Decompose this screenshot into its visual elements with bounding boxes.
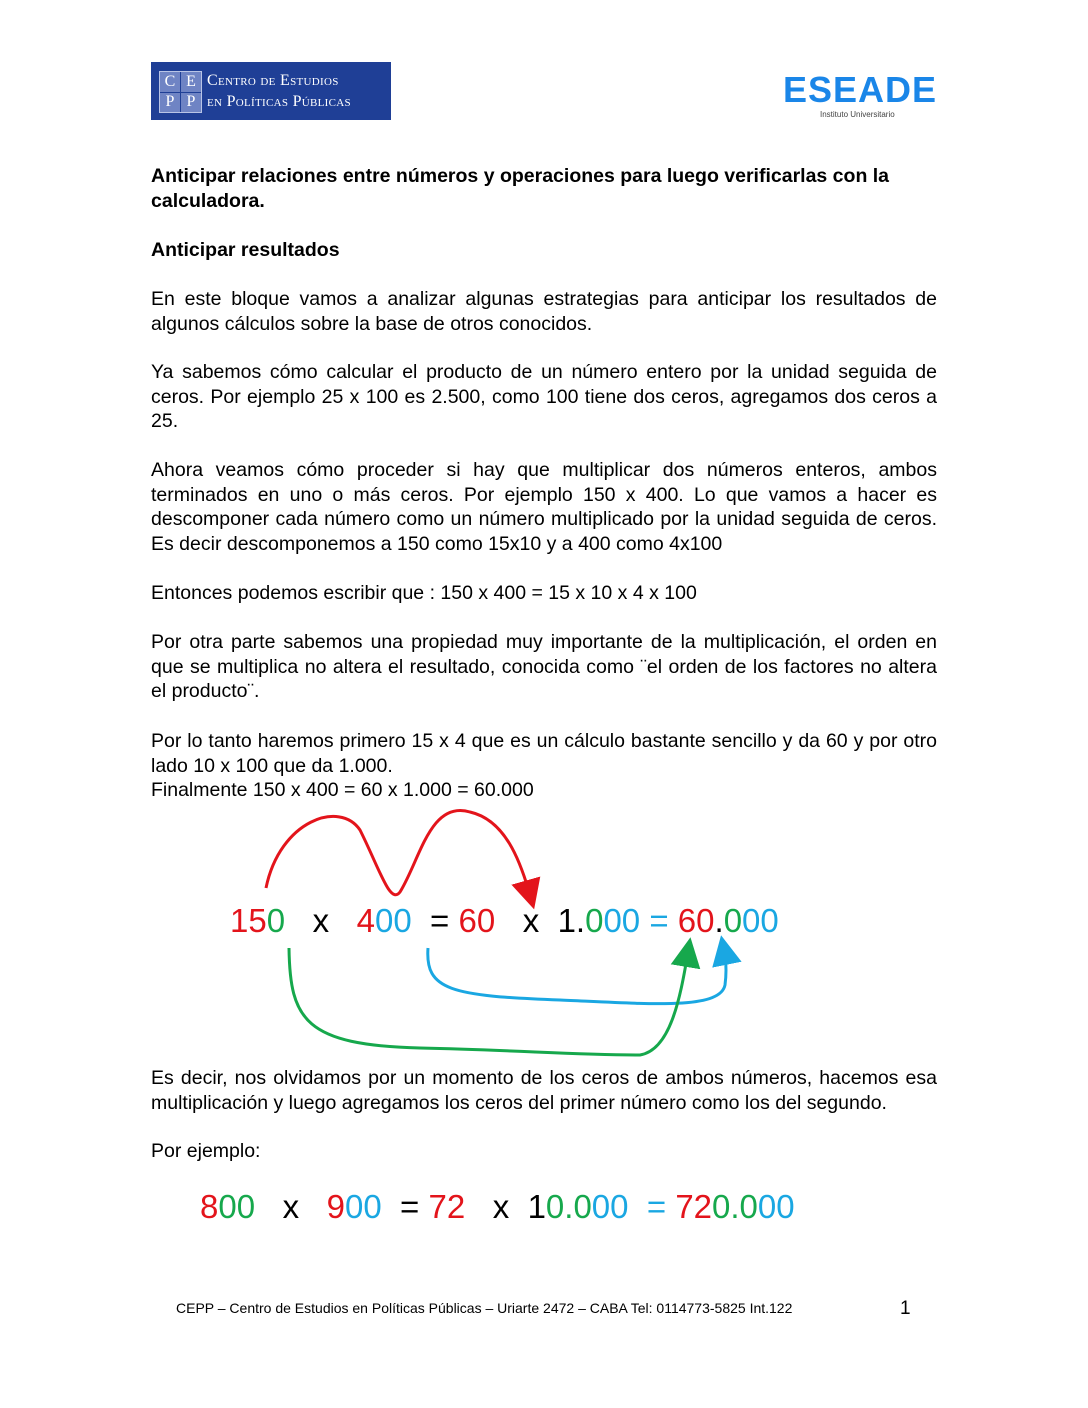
cepp-logo-line1: Centro de Estudios xyxy=(207,72,339,89)
paragraph: Por ejemplo: xyxy=(151,1140,261,1162)
eq2-result-green-zeros: 0.0 xyxy=(712,1188,758,1225)
eq2-times-2: x xyxy=(492,1188,510,1225)
eq1-result-dot: . xyxy=(714,902,724,939)
eq1-factor-b-zeros: 00 xyxy=(374,902,412,939)
cepp-logo-line2: en Políticas Públicas xyxy=(207,93,351,110)
eq1-power-blue-zeros: 00 xyxy=(603,902,641,939)
eq2-power-green-zeros: 0.0 xyxy=(545,1188,592,1225)
cepp-letter: C xyxy=(160,72,180,92)
eq1-times: x xyxy=(312,902,330,939)
cepp-letter: P xyxy=(181,93,201,113)
eq1-product: 60 xyxy=(458,902,496,939)
eq2-equals: = xyxy=(400,1188,420,1225)
paragraph: Es decir, nos olvidamos por un momento de los ceros de ambos números, hacemos esa multiplicación y luego agregamos los ceros del primer número como los del segundo. xyxy=(151,1067,937,1114)
eq1-equals-2: = xyxy=(649,902,669,939)
eq2-factor-a-significant: 8 xyxy=(200,1188,219,1225)
equation-example-1 xyxy=(230,901,779,941)
paragraph: Por otra parte sabemos una propiedad muy importante de la multiplicación, el orden en que se multiplica no altera el resultado, conocida como ¨el orden de los factores no altera el producto¨. xyxy=(151,631,937,702)
eq1-factor-b-significant: 4 xyxy=(356,902,375,939)
eq2-power-blue-zeros: 00 xyxy=(591,1188,629,1225)
section-heading: Anticipar resultados xyxy=(151,239,340,261)
eq2-equals-2: = xyxy=(646,1188,667,1225)
eq2-result-blue-zeros: 00 xyxy=(757,1188,795,1225)
eq2-product: 72 xyxy=(428,1188,466,1225)
eq1-times-2: x xyxy=(522,902,540,939)
eq1-power-green-zeros: 0 xyxy=(585,902,604,939)
eq1-equals: = xyxy=(430,902,450,939)
paragraph: Entonces podemos escribir que : 150 x 400 = 15 x 10 x 4 x 100 xyxy=(151,582,697,604)
document-title: Anticipar relaciones entre números y operaciones para luego verificarlas con la calculadora. xyxy=(151,165,890,212)
red-arrow xyxy=(266,810,530,895)
eq1-result-blue-zeros: 00 xyxy=(742,902,779,939)
equation-example-2 xyxy=(200,1187,795,1227)
paragraph: Ahora veamos cómo proceder si hay que multiplicar dos números enteros, ambos terminados en uno o más ceros. Por ejemplo 150 x 400. Lo que vamos a hacer es descomponer cada número como un número multiplicado por la unidad seguida de ceros. Es decir descomponemos a 150 como 15x10 y a 400 como 4x100 xyxy=(151,459,937,555)
eq2-factor-a-zeros: 00 xyxy=(218,1188,256,1225)
paragraph: En este bloque vamos a analizar algunas estrategias para anticipar los resultados de algunos cálculos sobre la base de otros conocidos. xyxy=(151,288,937,335)
eq1-factor-a-significant: 15 xyxy=(230,902,267,939)
page-number: 1 xyxy=(900,1298,911,1319)
eq2-power-one: 1 xyxy=(527,1188,546,1225)
cepp-letter: P xyxy=(160,93,180,113)
eq1-power-one: 1. xyxy=(557,902,586,939)
eq1-factor-a-zeros: 0 xyxy=(266,902,286,939)
paragraph: Ya sabemos cómo calcular el producto de un número entero por la unidad seguida de ceros. Por ejemplo 25 x 100 es 2.500, como 100 tiene dos ceros, agregamos dos ceros a 25. xyxy=(151,361,937,432)
eq2-factor-b-zeros: 00 xyxy=(344,1188,382,1225)
eseade-logo-subtitle: Instituto Universitario xyxy=(820,110,895,119)
eq2-result-significant: 72 xyxy=(675,1188,713,1225)
paragraph: Por lo tanto haremos primero 15 x 4 que es un cálculo bastante sencillo y da 60 y por otro lado 10 x 100 que da 1.000. xyxy=(151,730,937,777)
eq2-times: x xyxy=(282,1188,300,1225)
eq1-result-significant: 60 xyxy=(677,902,715,939)
blue-arrow xyxy=(428,948,726,1004)
eseade-logo-name: ESEADE xyxy=(782,69,938,110)
eq2-factor-b-significant: 9 xyxy=(326,1188,345,1225)
cepp-letter: E xyxy=(181,72,201,92)
page-footer: CEPP – Centro de Estudios en Políticas Públicas – Uriarte 2472 – CABA Tel: 0114773-5825 Int.122 xyxy=(176,1300,793,1316)
eq1-result-green-zeros: 0 xyxy=(723,902,743,939)
paragraph: Finalmente 150 x 400 = 60 x 1.000 = 60.000 xyxy=(151,779,534,801)
